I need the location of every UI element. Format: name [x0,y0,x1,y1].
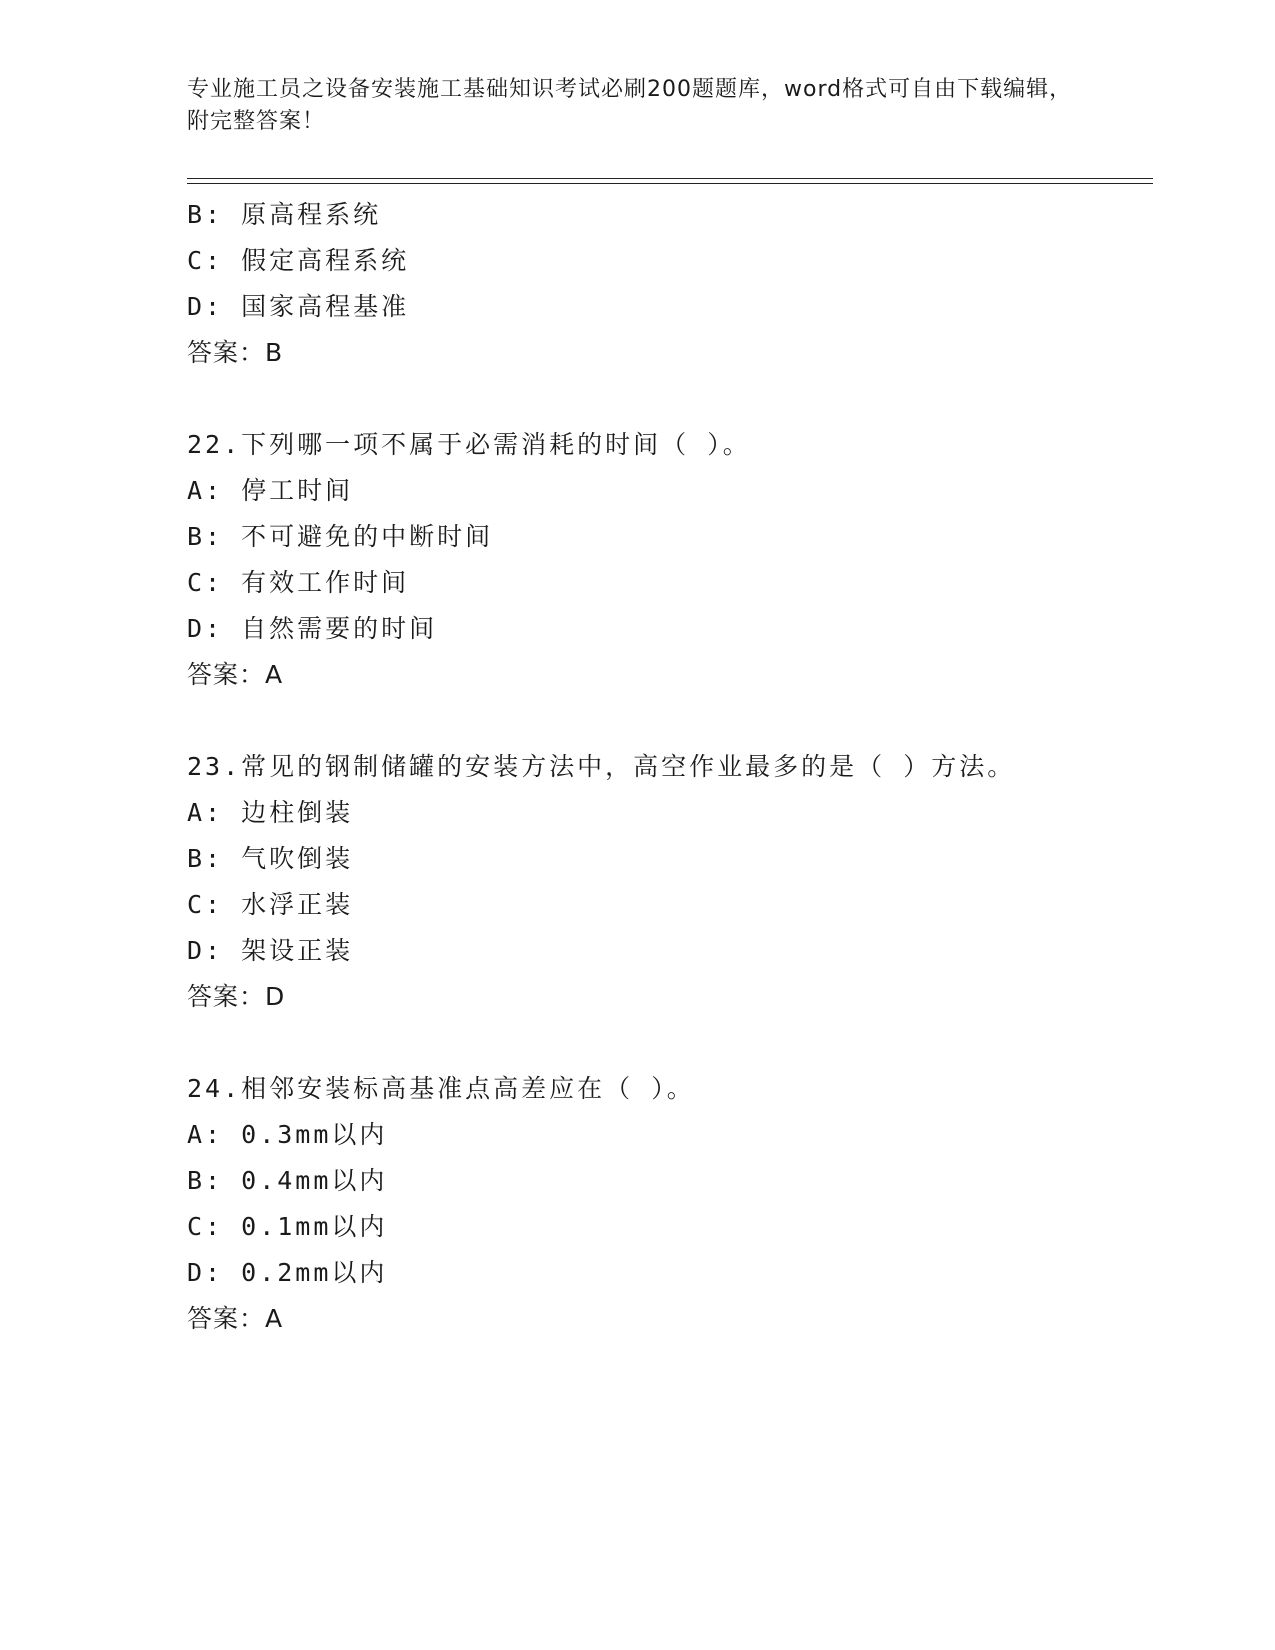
option-c: C: 水浮正装 [187,890,354,919]
option-b: B: 原高程系统 [187,200,382,229]
document-header: 专业施工员之设备安装施工基础知识考试必刷200题题库，word格式可自由下载编辑，附完整答案！ [187,77,1073,134]
option-a: A: 0.3mm以内 [187,1120,388,1149]
question-23 [187,744,1153,1020]
question-stem: 22.下列哪一项不属于必需消耗的时间（ ）。 [187,430,751,459]
question-22 [187,422,1153,698]
option-d: D: 自然需要的时间 [187,614,438,643]
answer: 答案：A [187,1304,284,1333]
answer: 答案：B [187,338,284,367]
option-c: C: 0.1mm以内 [187,1212,388,1241]
option-d: D: 国家高程基准 [187,292,410,321]
spacer [187,698,1153,744]
answer: 答案：D [187,982,286,1011]
option-b: B: 气吹倒装 [187,844,354,873]
option-c: C: 假定高程系统 [187,246,410,275]
header-rule-bottom [187,183,1153,184]
option-d: D: 0.2mm以内 [187,1258,388,1287]
answer: 答案：A [187,660,284,689]
option-a: A: 边柱倒装 [187,798,354,827]
question-24 [187,1066,1153,1342]
option-a: A: 停工时间 [187,476,354,505]
option-c: C: 有效工作时间 [187,568,410,597]
question-stem: 24.相邻安装标高基准点高差应在（ ）。 [187,1074,695,1103]
option-d: D: 架设正装 [187,936,354,965]
question-list [187,192,1153,1342]
question-stem: 23.常见的钢制储罐的安装方法中，高空作业最多的是（ ）方法。 [187,752,1016,781]
option-b: B: 0.4mm以内 [187,1166,388,1195]
header-rule-top [187,178,1153,179]
option-b: B: 不可避免的中断时间 [187,522,494,551]
spacer [187,1020,1153,1066]
question-21-continued [187,192,1153,376]
spacer [187,376,1153,422]
